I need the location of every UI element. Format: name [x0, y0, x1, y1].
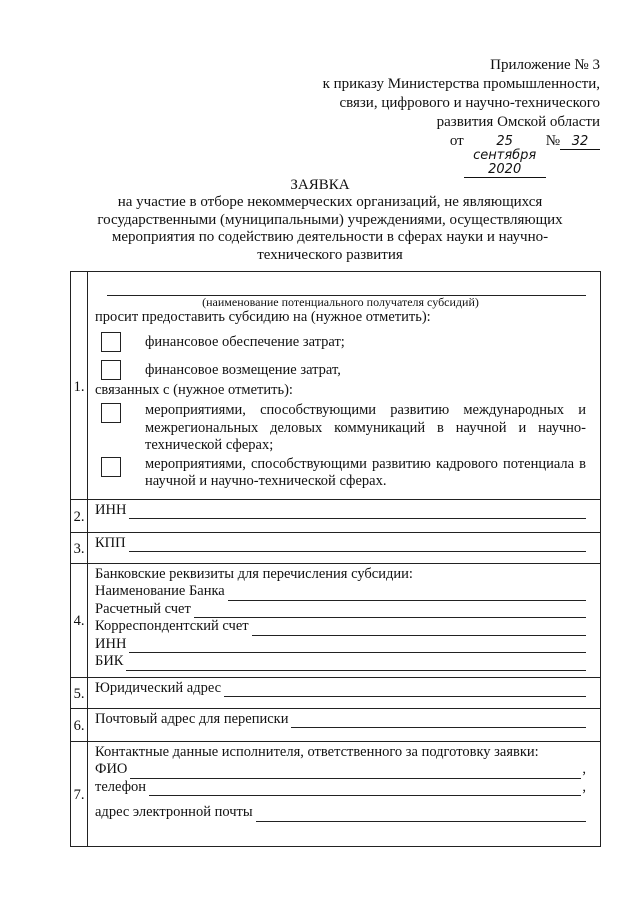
row-5-content	[88, 677, 601, 708]
checkbox[interactable]	[101, 360, 121, 380]
inn-line	[95, 502, 586, 520]
email-label: адрес электронной почты	[95, 804, 253, 820]
account-field[interactable]	[194, 603, 586, 618]
date-prefix: от	[449, 133, 464, 149]
bank-name-line	[95, 583, 586, 601]
comma: ,	[582, 778, 586, 795]
bank-inn-line	[95, 636, 586, 654]
legal-address-field[interactable]	[224, 682, 586, 697]
postal-address-field[interactable]	[291, 713, 586, 728]
application-form-table	[70, 271, 601, 847]
inn-field[interactable]	[129, 504, 586, 519]
row-number: 2.	[71, 499, 88, 532]
row-6-content	[88, 708, 601, 741]
checkbox[interactable]	[101, 332, 121, 352]
bank-name-field[interactable]	[228, 586, 586, 601]
recipient-name-caption: (наименование потенциального получателя субсидий)	[202, 295, 479, 309]
kpp-line	[95, 535, 586, 553]
phone-label: телефон	[95, 778, 147, 795]
order-date: 25 сентября 2020	[464, 135, 546, 178]
row-number: 7.	[71, 741, 88, 846]
bank-details-heading: Банковские реквизиты для перечисления субсидии:	[95, 565, 413, 582]
comma: ,	[582, 761, 586, 777]
kpp-label: КПП	[95, 534, 126, 551]
form-row-7	[71, 741, 601, 846]
recipient-name-field[interactable]	[107, 281, 586, 296]
bik-field[interactable]	[126, 656, 586, 671]
corr-account-field[interactable]	[252, 621, 586, 636]
bank-name-label: Наименование Банка	[95, 583, 225, 599]
phone-line	[95, 779, 586, 797]
related-to-text: связанных с (нужное отметить):	[95, 381, 293, 398]
appendix-header	[300, 56, 600, 178]
recipient-name-line	[95, 274, 586, 296]
fio-field[interactable]	[130, 764, 581, 779]
form-row-4	[71, 563, 601, 677]
row-2-content	[88, 499, 601, 532]
form-row-1	[71, 272, 601, 500]
bank-inn-field[interactable]	[129, 638, 586, 653]
option-international-communications[interactable]: мероприятиями, способствующими развитию международных и межрегиональных деловых коммуникаций в научной и научно-технической сферах;	[101, 402, 586, 455]
row-4-content	[88, 563, 601, 677]
postal-address-label: Почтовый адрес для переписки	[95, 710, 289, 727]
phone-field[interactable]	[149, 781, 581, 796]
row-number: 6.	[71, 708, 88, 741]
row-number: 1.	[71, 272, 88, 500]
form-row-3	[71, 532, 601, 563]
account-label: Расчетный счет	[95, 600, 191, 617]
option-financial-support[interactable]: финансовое обеспечение затрат;	[101, 331, 586, 352]
appendix-line-4: развития Омской области	[436, 114, 600, 130]
row-number: 5.	[71, 677, 88, 708]
fio-label: ФИО	[95, 761, 128, 777]
appendix-line-1: Приложение № 3	[490, 57, 600, 73]
bik-line	[95, 653, 586, 671]
row-7-content	[88, 741, 601, 846]
row-1-content	[88, 272, 601, 500]
fio-line	[95, 761, 586, 779]
bank-inn-label: ИНН	[95, 635, 127, 652]
kpp-field[interactable]	[129, 537, 586, 552]
form-row-2	[71, 499, 601, 532]
row-3-content	[88, 532, 601, 563]
checkbox[interactable]	[101, 457, 121, 477]
row-number: 3.	[71, 532, 88, 563]
document-subtitle: на участие в отборе некоммерческих организаций, не являющихся государственными (муниципальными) учреждениями, осуществляющих мероприятия по содействию деятельности в сферах науки и научно-технического развития	[97, 194, 563, 263]
legal-address-label: Юридический адрес	[95, 679, 222, 696]
account-line	[95, 601, 586, 619]
email-field[interactable]	[256, 807, 586, 822]
checkbox[interactable]	[101, 403, 121, 423]
option-cost-reimbursement[interactable]: финансовое возмещение затрат,	[101, 359, 586, 380]
corr-account-line	[95, 618, 586, 636]
email-line	[95, 804, 586, 822]
bik-label: БИК	[95, 653, 124, 669]
corr-account-label: Корреспондентский счет	[95, 618, 249, 634]
order-number: 32	[560, 135, 600, 150]
order-date-line	[300, 132, 600, 178]
postal-address-line	[95, 711, 586, 729]
appendix-line-2: к приказу Министерства промышленности,	[322, 76, 600, 92]
subsidy-request-text: просит предоставить субсидию на (нужное отметить):	[95, 309, 431, 325]
legal-address-line	[95, 680, 586, 698]
appendix-line-3: связи, цифрового и научно-технического	[339, 95, 600, 111]
inn-label: ИНН	[95, 501, 127, 518]
row-number: 4.	[71, 563, 88, 677]
number-prefix: №	[545, 133, 560, 149]
form-row-6	[71, 708, 601, 741]
form-row-5	[71, 677, 601, 708]
option-personnel-potential[interactable]: мероприятиями, способствующими развитию кадрового потенциала в научной и научно-технической сферах.	[101, 456, 586, 491]
contact-heading: Контактные данные исполнителя, ответственного за подготовку заявки:	[95, 743, 539, 760]
document-title: ЗАЯВКА	[290, 177, 350, 193]
